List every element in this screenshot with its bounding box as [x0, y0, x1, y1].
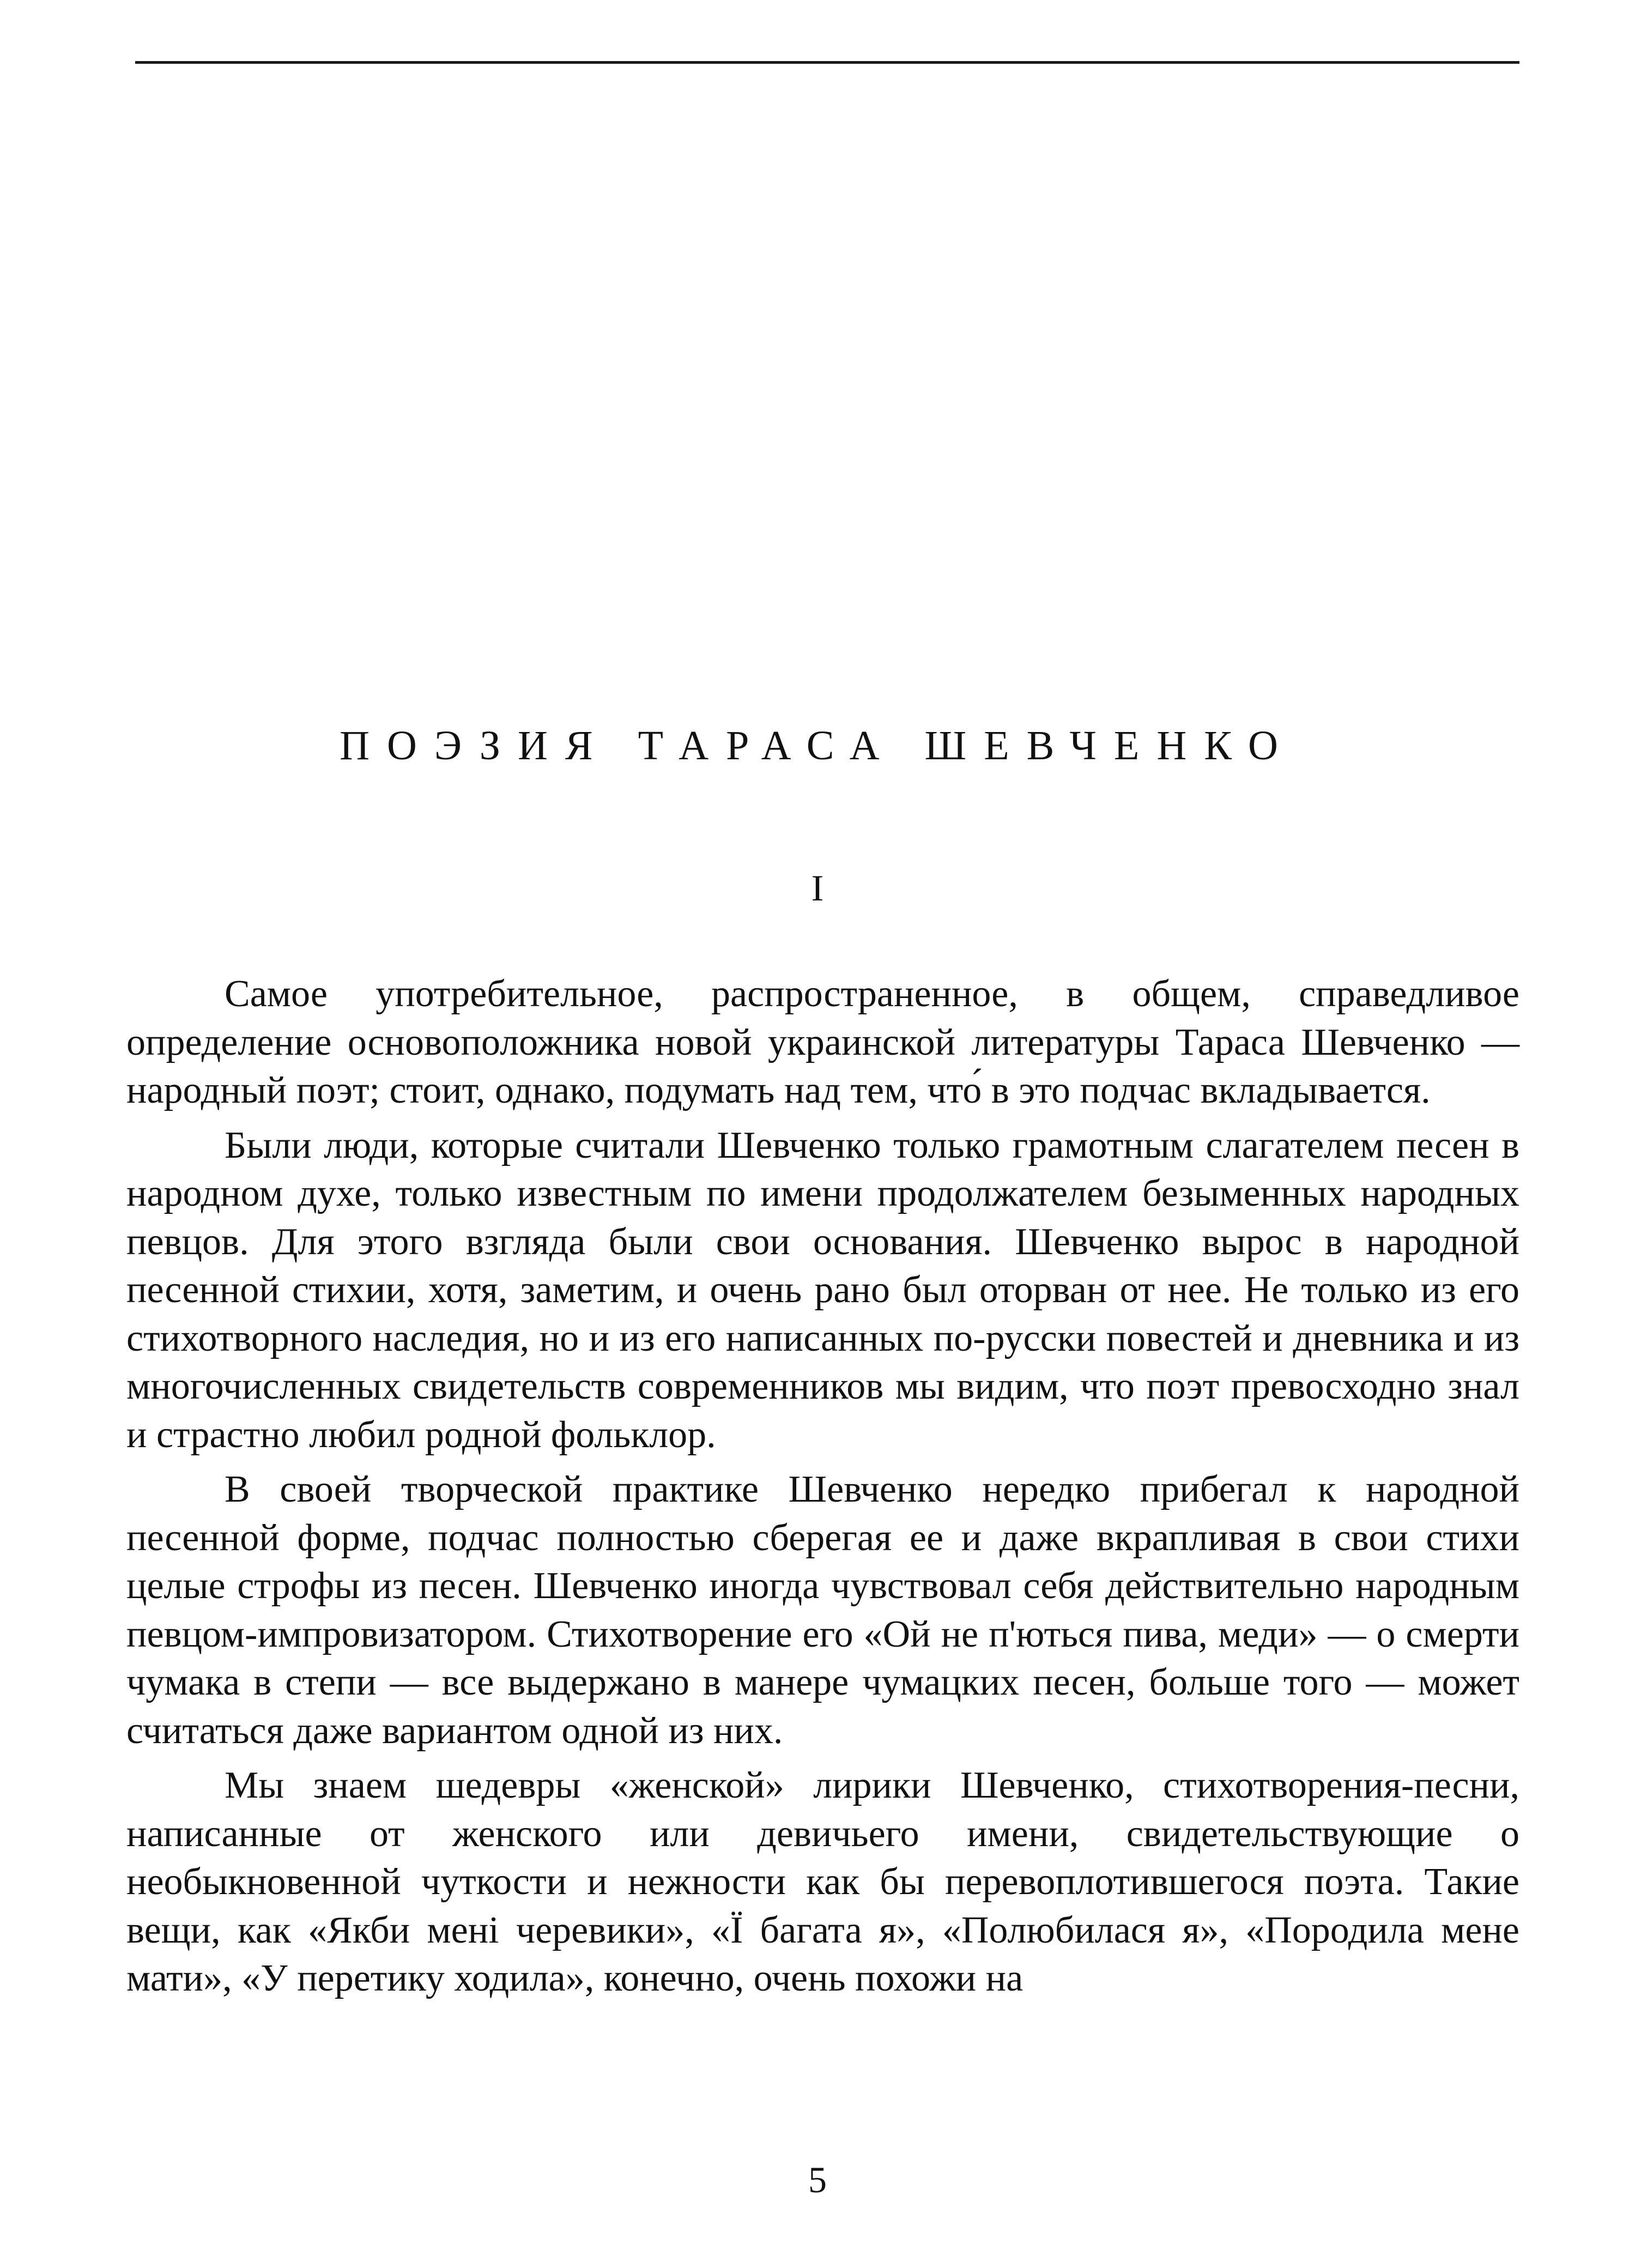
paragraph-2: Были люди, которые считали Шевченко только грамотным слагателем песен в народном духе, только известным по имени продолжателем безыменных народных певцов. Для этого взгляда были свои основания. Шевченко вырос в народной песенной стихии, хотя, заметим, и очень рано был оторван от нее. Не только из его стихотворного наследия, но и из его написанных по-русски повестей и дневника и из многочисленных свидетельств современников мы видим, что поэт превосходно знал и страстно любил родной фольклор. — [126, 1124, 1519, 1456]
section-number: I — [811, 867, 824, 909]
paragraph-4: Мы знаем шедевры «женской» лирики Шевченко, стихотворения-песни, написанные от женского или девичьего имени, свидетельствующие о необыкновенной чуткости и нежности как бы перевоплотившегося поэта. Такие вещи, как «Якби менi черевики», «Ї багата я», «Полюбилася я», «Породила мене мати», «У перетику ходила», конечно, очень похожи на — [126, 1764, 1519, 1999]
paragraph-1: Самое употребительное, распространенное, в общем, справедливое определение основоположника новой украинской литературы Тараса Шевченко — народный поэт; стоит, однако, подумать над тем, что́ в это подчас вкладывается. — [126, 973, 1519, 1111]
article-title: ПОЭЗИЯ ТАРАСА ШЕВЧЕНКО — [340, 723, 1295, 769]
body-text — [126, 970, 1519, 2010]
top-rule — [135, 61, 1519, 64]
paragraph-3: В своей творческой практике Шевченко нередко прибегал к народной песенной форме, подчас полностью сберегая ее и даже вкрапливая в свои стихи целые строфы из песен. Шевченко иногда чувствовал себя действительно народным певцом-импровизатором. Стихотворение его «Ой не п'ються пива, меди» — о смерти чумака в степи — все выдержано в манере чумацких песен, больше того — может считаться даже вариантом одной из них. — [126, 1468, 1519, 1752]
page-number: 5 — [808, 2159, 827, 2200]
